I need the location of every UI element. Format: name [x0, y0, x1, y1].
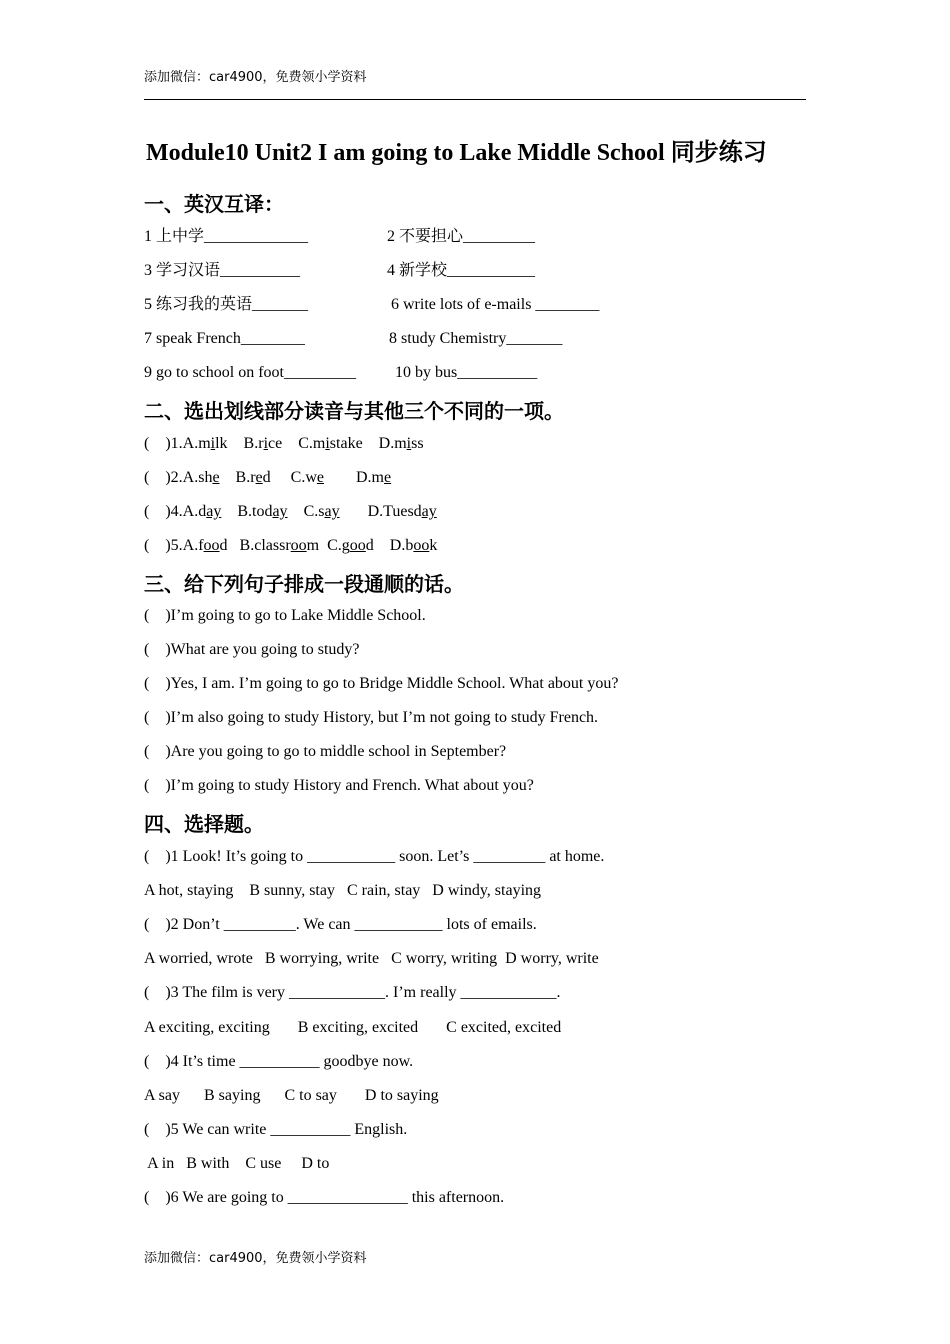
- header-divider: [144, 99, 806, 100]
- ordering-line: ( )I’m going to go to Lake Middle School.: [144, 607, 426, 624]
- section3-heading: 三、给下列句子排成一段通顺的话。: [144, 572, 464, 596]
- choice-options: A worried, wrote B worrying, write C worry, writing D worry, write: [144, 950, 599, 967]
- choice-options: A say B saying C to say D to saying: [144, 1087, 439, 1104]
- vocab-item: 1 上中学_____________: [144, 228, 309, 245]
- ordering-line: ( )Are you going to go to middle school in September?: [144, 743, 507, 760]
- choice-question: ( )3 The film is very ____________. I’m really ____________.: [144, 984, 561, 1001]
- vocab-item: 8 study Chemistry_______: [389, 330, 563, 347]
- page-footer: 添加微信：car4900，免费领小学资料: [144, 1251, 367, 1266]
- vocab-item: 9 go to school on foot_________: [144, 364, 356, 381]
- phonics-question-1: ( )1.A.milk B.rice C.mistake D.miss: [144, 435, 424, 452]
- section4-heading: 四、选择题。: [144, 812, 264, 836]
- ordering-line: ( )I’m also going to study History, but I’m not going to study French.: [144, 709, 599, 726]
- choice-question: ( )5 We can write __________ English.: [144, 1121, 408, 1138]
- section2-heading: 二、选出划线部分读音与其他三个不同的一项。: [144, 399, 564, 423]
- ordering-line: ( )What are you going to study?: [144, 641, 360, 658]
- vocab-item: 10 by bus__________: [395, 364, 538, 381]
- section1-heading: 一、英汉互译：: [144, 192, 284, 216]
- page-header: 添加微信：car4900，免费领小学资料: [144, 70, 367, 85]
- ordering-line: ( )Yes, I am. I’m going to go to Bridge Middle School. What about you?: [144, 675, 619, 692]
- choice-question: ( )6 We are going to _______________ this afternoon.: [144, 1189, 505, 1206]
- vocab-item: 4 新学校___________: [387, 262, 536, 279]
- choice-question: ( )1 Look! It’s going to ___________ soon. Let’s _________ at home.: [144, 848, 605, 865]
- phonics-question-5: ( )5.A.food B.classroom C.good D.book: [144, 537, 438, 554]
- phonics-question-2: ( )2.A.she B.red C.we D.me: [144, 469, 392, 486]
- choice-question: ( )4 It’s time __________ goodbye now.: [144, 1053, 414, 1070]
- page-title: Module10 Unit2 I am going to Lake Middle School 同步练习: [146, 140, 767, 166]
- phonics-question-4: ( )4.A.day B.today C.say D.Tuesday: [144, 503, 437, 520]
- choice-options: A in B with C use D to: [144, 1155, 330, 1172]
- choice-options: A hot, staying B sunny, stay C rain, stay D windy, staying: [144, 882, 542, 899]
- vocab-item: 6 write lots of e-mails ________: [391, 296, 600, 313]
- choice-question: ( )2 Don’t _________. We can ___________ lots of emails.: [144, 916, 537, 933]
- choice-options: A exciting, exciting B exciting, excited C excited, excited: [144, 1019, 562, 1036]
- vocab-item: 2 不要担心_________: [387, 228, 536, 245]
- vocab-item: 5 练习我的英语_______: [144, 296, 309, 313]
- vocab-item: 3 学习汉语__________: [144, 262, 301, 279]
- vocab-item: 7 speak French________: [144, 330, 305, 347]
- ordering-line: ( )I’m going to study History and French. What about you?: [144, 777, 534, 794]
